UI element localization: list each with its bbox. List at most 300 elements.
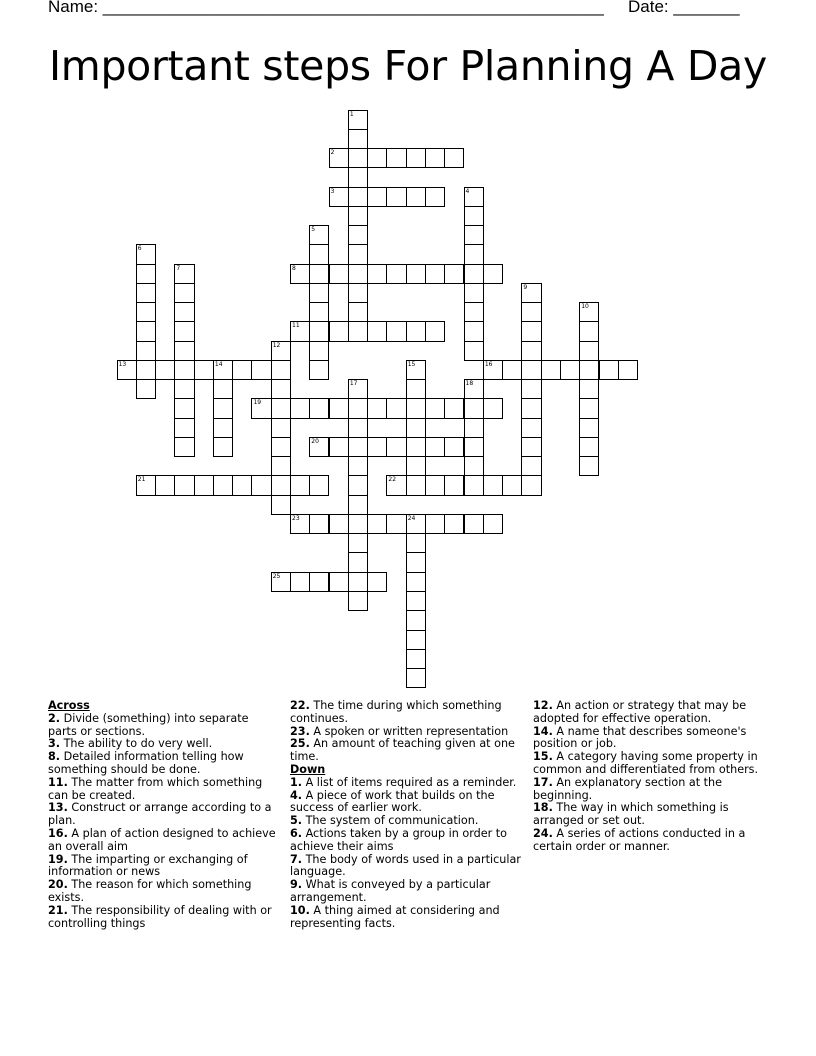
grid-cell[interactable] [271, 495, 291, 515]
grid-cell[interactable] [464, 244, 484, 264]
clue-text: An explanatory section at the beginning. [533, 775, 723, 802]
cell-number: 14 [214, 360, 223, 368]
grid-cell[interactable] [464, 418, 484, 438]
grid-cell[interactable] [386, 398, 406, 418]
name-blank: _____________________________________________________ [102, 0, 604, 16]
grid-cell[interactable] [406, 148, 426, 168]
grid-cell[interactable] [386, 475, 406, 495]
grid-cell[interactable] [213, 360, 233, 380]
grid-cell[interactable] [309, 514, 329, 534]
clue-text: The time during which something continues. [290, 699, 502, 725]
clue-text: A piece of work that builds on the success of earlier work. [290, 788, 495, 815]
grid-cell[interactable] [406, 630, 426, 650]
grid-cell[interactable] [136, 302, 156, 322]
down-clue [290, 828, 522, 854]
cell-number: 5 [311, 226, 316, 234]
grid-cell[interactable] [464, 283, 484, 303]
across-clue [48, 828, 280, 854]
grid-cell[interactable] [348, 418, 368, 438]
grid-cell[interactable] [290, 475, 310, 495]
grid-cell[interactable] [329, 572, 349, 592]
grid-cell[interactable] [329, 398, 349, 418]
grid-cell[interactable] [464, 206, 484, 226]
cell-number: 12 [272, 341, 281, 349]
grid-cell[interactable] [444, 437, 464, 457]
grid-cell[interactable] [406, 321, 426, 341]
grid-cell[interactable] [444, 398, 464, 418]
grid-cell[interactable] [521, 302, 541, 322]
clue-number: 5. [290, 814, 303, 828]
across-clue [48, 879, 280, 905]
clue-number: 4. [290, 788, 303, 802]
grid-cell[interactable] [271, 341, 291, 361]
cell-number: 11 [292, 322, 300, 330]
clue-text: The responsibility of dealing with or controlling things [48, 903, 272, 930]
grid-cell[interactable] [213, 437, 233, 457]
clue-text: A series of actions conducted in a certain order or manner. [533, 826, 746, 853]
grid-cell[interactable] [406, 572, 426, 592]
grid-cell[interactable] [406, 264, 426, 284]
down-clue [290, 790, 522, 816]
clue-text: Construct or arrange according to a plan. [48, 801, 272, 828]
grid-cell[interactable] [367, 148, 387, 168]
down-clue [533, 726, 765, 752]
grid-cell[interactable] [406, 610, 426, 630]
clue-text: A list of items required as a reminder. [302, 775, 517, 789]
clue-number: 6. [290, 826, 303, 840]
grid-cell[interactable] [425, 475, 445, 495]
grid-cell[interactable] [348, 129, 368, 149]
clue-number: 21. [48, 903, 68, 917]
clue-number: 14. [533, 724, 553, 738]
clue-number: 7. [290, 852, 303, 866]
cell-number: 18 [465, 380, 474, 388]
grid-cell[interactable] [464, 379, 484, 399]
across-clue [48, 751, 280, 777]
down-clue [533, 802, 765, 828]
grid-cell[interactable] [271, 418, 291, 438]
grid-cell[interactable] [309, 360, 329, 380]
grid-cell[interactable] [579, 379, 599, 399]
clues-column-1 [48, 700, 280, 930]
grid-cell[interactable] [329, 437, 349, 457]
grid-cell[interactable] [464, 437, 484, 457]
grid-cell[interactable] [348, 437, 368, 457]
grid-cell[interactable] [444, 148, 464, 168]
grid-cell[interactable] [367, 572, 387, 592]
grid-cell[interactable] [271, 456, 291, 476]
grid-cell[interactable] [309, 437, 329, 457]
grid-cell[interactable] [174, 418, 194, 438]
grid-cell[interactable] [309, 302, 329, 322]
clue-text: A thing aimed at considering and representing facts. [290, 903, 500, 930]
grid-cell[interactable] [348, 514, 368, 534]
cell-number: 21 [137, 476, 146, 484]
grid-cell[interactable] [271, 475, 291, 495]
grid-cell[interactable] [406, 533, 426, 553]
grid-cell[interactable] [367, 514, 387, 534]
down-clue [290, 879, 522, 905]
grid-cell[interactable] [348, 321, 368, 341]
grid-cell[interactable] [348, 187, 368, 207]
grid-cell[interactable] [464, 264, 484, 284]
grid-cell[interactable] [348, 148, 368, 168]
grid-cell[interactable] [406, 437, 426, 457]
grid-cell[interactable] [136, 321, 156, 341]
grid-cell[interactable] [136, 360, 156, 380]
grid-cell[interactable] [348, 206, 368, 226]
name-label: Name: [48, 0, 103, 16]
grid-cell[interactable] [309, 225, 329, 245]
grid-cell[interactable] [599, 360, 619, 380]
cell-number: 24 [407, 514, 416, 522]
grid-cell[interactable] [174, 283, 194, 303]
grid-cell[interactable] [367, 398, 387, 418]
grid-cell[interactable] [579, 321, 599, 341]
grid-cell[interactable] [444, 475, 464, 495]
clue-number: 25. [290, 737, 310, 751]
grid-cell[interactable] [406, 379, 426, 399]
grid-cell[interactable] [136, 379, 156, 399]
grid-cell[interactable] [213, 398, 233, 418]
grid-cell[interactable] [579, 437, 599, 457]
clue-text: The imparting or exchanging of information or news [48, 852, 248, 879]
grid-cell[interactable] [521, 341, 541, 361]
grid-cell[interactable] [464, 321, 484, 341]
across-heading: Across [48, 699, 90, 712]
cell-number: 3 [330, 187, 335, 195]
cell-number: 25 [272, 572, 281, 580]
grid-cell[interactable] [329, 187, 349, 207]
across-clue [48, 777, 280, 803]
grid-cell[interactable] [406, 360, 426, 380]
grid-cell[interactable] [579, 398, 599, 418]
cell-number: 9 [523, 283, 528, 291]
clue-text: The body of words used in a particular language. [290, 852, 521, 879]
grid-cell[interactable] [483, 360, 503, 380]
across-clue [48, 854, 280, 880]
grid-cell[interactable] [213, 379, 233, 399]
grid-cell[interactable] [174, 475, 194, 495]
grid-cell[interactable] [406, 591, 426, 611]
clues-column-2 [290, 700, 522, 930]
grid-cell[interactable] [309, 244, 329, 264]
grid-cell[interactable] [348, 456, 368, 476]
grid-cell[interactable] [367, 187, 387, 207]
grid-cell[interactable] [309, 341, 329, 361]
grid-cell[interactable] [329, 514, 349, 534]
grid-cell[interactable] [174, 379, 194, 399]
grid-cell[interactable] [483, 514, 503, 534]
grid-cell[interactable] [194, 360, 214, 380]
grid-cell[interactable] [348, 379, 368, 399]
grid-cell[interactable] [464, 341, 484, 361]
grid-cell[interactable] [521, 398, 541, 418]
clue-text: The system of communication. [302, 814, 479, 828]
grid-cell[interactable] [309, 283, 329, 303]
clue-number: 12. [533, 699, 553, 712]
grid-cell[interactable] [464, 514, 484, 534]
grid-cell[interactable] [290, 572, 310, 592]
grid-cell[interactable] [502, 475, 522, 495]
grid-cell[interactable] [386, 437, 406, 457]
grid-cell[interactable] [309, 572, 329, 592]
grid-cell[interactable] [329, 264, 349, 284]
cell-number: 7 [176, 264, 181, 272]
grid-cell[interactable] [348, 110, 368, 130]
grid-cell[interactable] [213, 418, 233, 438]
cell-number: 1 [349, 110, 354, 118]
clue-number: 2. [48, 711, 61, 725]
grid-cell[interactable] [329, 321, 349, 341]
clues-column-3 [533, 700, 765, 854]
grid-cell[interactable] [521, 379, 541, 399]
clue-number: 20. [48, 878, 68, 892]
grid-cell[interactable] [367, 264, 387, 284]
clue-number: 8. [48, 750, 61, 764]
grid-cell[interactable] [425, 398, 445, 418]
grid-cell[interactable] [348, 225, 368, 245]
grid-cell[interactable] [329, 148, 349, 168]
grid-cell[interactable] [483, 398, 503, 418]
grid-cell[interactable] [425, 264, 445, 284]
grid-cell[interactable] [348, 244, 368, 264]
grid-cell[interactable] [367, 321, 387, 341]
cell-number: 13 [118, 360, 127, 368]
grid-cell[interactable] [406, 514, 426, 534]
clue-text: An amount of teaching given at one time. [290, 737, 515, 764]
grid-cell[interactable] [464, 187, 484, 207]
grid-cell[interactable] [174, 264, 194, 284]
grid-cell[interactable] [464, 398, 484, 418]
grid-cell[interactable] [155, 360, 175, 380]
clue-number: 19. [48, 852, 68, 866]
grid-cell[interactable] [348, 552, 368, 572]
down-clue [290, 905, 522, 931]
grid-cell[interactable] [425, 187, 445, 207]
grid-cell[interactable] [309, 475, 329, 495]
clue-text: A category having some property in common and differentiated from others. [533, 750, 759, 776]
grid-cell[interactable] [348, 495, 368, 515]
grid-cell[interactable] [521, 475, 541, 495]
date-blank: _______ [673, 0, 740, 16]
grid-cell[interactable] [579, 456, 599, 476]
clue-number: 1. [290, 775, 303, 789]
clue-text: A spoken or written representation [309, 724, 509, 738]
grid-cell[interactable] [232, 360, 252, 380]
grid-cell[interactable] [290, 398, 310, 418]
grid-cell[interactable] [406, 475, 426, 495]
grid-cell[interactable] [174, 360, 194, 380]
clue-number: 24. [533, 826, 553, 840]
grid-cell[interactable] [309, 264, 329, 284]
clue-text: A name that describes someone's position or job. [533, 724, 747, 751]
clue-number: 22. [290, 699, 310, 712]
grid-cell[interactable] [348, 302, 368, 322]
cell-number: 2 [330, 149, 335, 157]
grid-cell[interactable] [136, 264, 156, 284]
grid-cell[interactable] [425, 321, 445, 341]
grid-cell[interactable] [348, 533, 368, 553]
clue-text: The matter from which something can be created. [48, 775, 263, 802]
grid-cell[interactable] [174, 321, 194, 341]
grid-cell[interactable] [251, 475, 271, 495]
grid-cell[interactable] [174, 398, 194, 418]
grid-cell[interactable] [290, 514, 310, 534]
grid-cell[interactable] [464, 475, 484, 495]
grid-cell[interactable] [521, 321, 541, 341]
grid-cell[interactable] [444, 264, 464, 284]
grid-cell[interactable] [348, 264, 368, 284]
clue-text: The reason for which something exists. [48, 878, 252, 904]
grid-cell[interactable] [406, 398, 426, 418]
grid-cell[interactable] [406, 552, 426, 572]
grid-cell[interactable] [348, 398, 368, 418]
cell-number: 19 [253, 399, 262, 407]
grid-cell[interactable] [136, 341, 156, 361]
grid-cell[interactable] [386, 148, 406, 168]
clue-number: 17. [533, 775, 553, 789]
clue-text: An action or strategy that may be adopted for effective operation. [533, 699, 747, 725]
down-heading: Down [290, 762, 326, 776]
grid-cell[interactable] [348, 572, 368, 592]
grid-cell[interactable] [348, 167, 368, 187]
grid-cell[interactable] [425, 514, 445, 534]
grid-cell[interactable] [348, 591, 368, 611]
grid-cell[interactable] [406, 418, 426, 438]
grid-cell[interactable] [174, 341, 194, 361]
grid-cell[interactable] [464, 302, 484, 322]
date-label: Date: [628, 0, 674, 16]
grid-cell[interactable] [579, 418, 599, 438]
clue-text: What is conveyed by a particular arrangement. [290, 878, 491, 904]
grid-cell[interactable] [425, 148, 445, 168]
grid-cell[interactable] [386, 187, 406, 207]
grid-cell[interactable] [271, 360, 291, 380]
grid-cell[interactable] [309, 321, 329, 341]
grid-cell[interactable] [521, 418, 541, 438]
cell-number: 4 [465, 187, 470, 195]
cell-number: 8 [292, 264, 296, 272]
cell-number: 20 [311, 437, 319, 445]
clue-number: 9. [290, 878, 303, 892]
grid-cell[interactable] [271, 437, 291, 457]
grid-cell[interactable] [579, 360, 599, 380]
down-clue [533, 777, 765, 803]
grid-cell[interactable] [348, 283, 368, 303]
grid-cell[interactable] [155, 475, 175, 495]
clue-number: 3. [48, 737, 61, 751]
grid-cell[interactable] [290, 321, 310, 341]
down-clue [290, 854, 522, 880]
across-clue [290, 738, 522, 764]
grid-cell[interactable] [560, 360, 580, 380]
clue-number: 23. [290, 724, 310, 738]
grid-cell[interactable] [386, 264, 406, 284]
grid-cell[interactable] [117, 360, 137, 380]
cell-number: 17 [349, 380, 358, 388]
grid-cell[interactable] [406, 187, 426, 207]
grid-cell[interactable] [521, 360, 541, 380]
clue-number: 10. [290, 903, 310, 917]
grid-cell[interactable] [483, 475, 503, 495]
clue-text: A plan of action designed to achieve an overall aim [48, 826, 276, 853]
grid-cell[interactable] [541, 360, 561, 380]
grid-cell[interactable] [406, 649, 426, 669]
grid-cell[interactable] [367, 437, 387, 457]
cell-number: 10 [581, 303, 589, 311]
grid-cell[interactable] [521, 283, 541, 303]
grid-cell[interactable] [174, 302, 194, 322]
grid-cell[interactable] [213, 475, 233, 495]
across-clue [48, 905, 280, 931]
cell-number: 16 [484, 360, 493, 368]
grid-cell[interactable] [406, 668, 426, 688]
grid-cell[interactable] [425, 437, 445, 457]
grid-cell[interactable] [464, 225, 484, 245]
down-clue [533, 751, 765, 777]
clue-number: 15. [533, 750, 553, 764]
cell-number: 22 [388, 476, 397, 484]
grid-cell[interactable] [271, 398, 291, 418]
grid-cell[interactable] [309, 398, 329, 418]
grid-cell[interactable] [136, 475, 156, 495]
grid-cell[interactable] [251, 398, 271, 418]
cell-number: 23 [292, 514, 300, 522]
clue-text: The way in which something is arranged or set out. [533, 801, 729, 828]
grid-cell[interactable] [174, 437, 194, 457]
grid-cell[interactable] [521, 437, 541, 457]
page-title: Important steps For Planning A Day [49, 42, 767, 90]
grid-cell[interactable] [444, 514, 464, 534]
down-clue [533, 828, 765, 854]
clue-text: The ability to do very well. [60, 737, 213, 751]
clue-text: Actions taken by a group in order to achieve their aims [290, 826, 507, 853]
clue-number: 13. [48, 801, 68, 815]
grid-cell[interactable] [251, 360, 271, 380]
cell-number: 6 [137, 245, 142, 253]
clue-text: Detailed information telling how something should be done. [48, 750, 244, 776]
grid-cell[interactable] [386, 321, 406, 341]
grid-cell[interactable] [502, 360, 522, 380]
across-clue [48, 713, 280, 739]
grid-cell[interactable] [136, 244, 156, 264]
cell-number: 15 [407, 360, 416, 368]
grid-cell[interactable] [271, 572, 291, 592]
grid-cell[interactable] [136, 283, 156, 303]
grid-cell[interactable] [290, 264, 310, 284]
grid-cell[interactable] [579, 341, 599, 361]
grid-cell[interactable] [348, 475, 368, 495]
grid-cell[interactable] [464, 456, 484, 476]
down-clue [533, 700, 765, 726]
across-clue [48, 802, 280, 828]
grid-cell[interactable] [194, 475, 214, 495]
across-clue [290, 700, 522, 726]
grid-cell[interactable] [483, 264, 503, 284]
grid-cell[interactable] [579, 302, 599, 322]
grid-cell[interactable] [232, 475, 252, 495]
grid-cell[interactable] [271, 379, 291, 399]
clue-number: 11. [48, 775, 68, 789]
grid-cell[interactable] [521, 456, 541, 476]
grid-cell[interactable] [618, 360, 638, 380]
clue-number: 16. [48, 826, 68, 840]
clue-number: 18. [533, 801, 553, 815]
clue-text: Divide (something) into separate parts or sections. [48, 711, 249, 738]
grid-cell[interactable] [386, 514, 406, 534]
grid-cell[interactable] [406, 456, 426, 476]
